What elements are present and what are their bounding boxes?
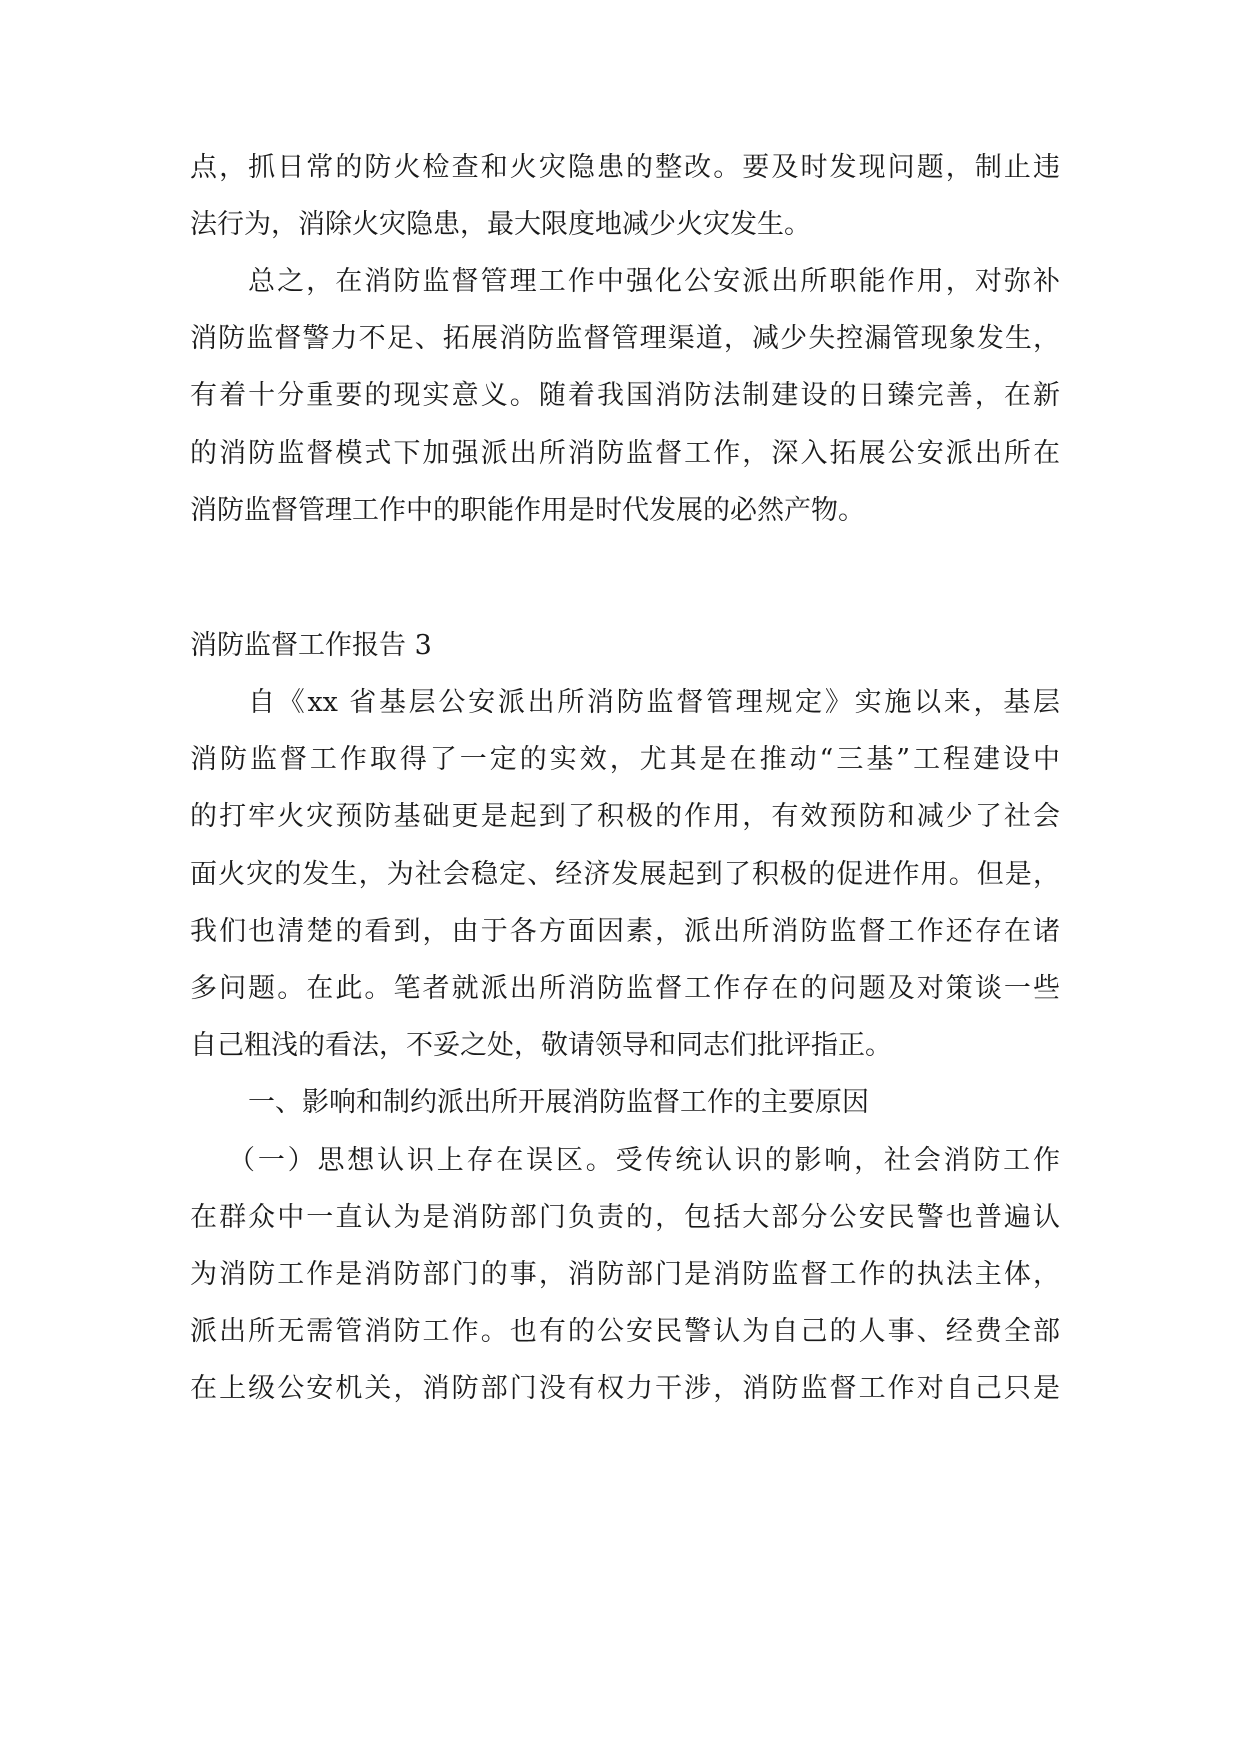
paragraph-line: 的打牢火灾预防基础更是起到了积极的作用，有效预防和减少了社会 (190, 801, 1060, 832)
paragraph-line: 为消防工作是消防部门的事，消防部门是消防监督工作的执法主体， (190, 1259, 1060, 1290)
paragraph-line: 有着十分重要的现实意义。随着我国消防法制建设的日臻完善，在新 (190, 380, 1060, 411)
paragraph-line: 自《xx 省基层公安派出所消防监督管理规定》实施以来，基层 (248, 687, 1060, 718)
paragraph-line: 消防监督工作取得了一定的实效，尤其是在推动“三基”工程建设中 (190, 744, 1060, 775)
section-heading: 消防监督工作报告 3 (190, 630, 432, 661)
paragraph-line: 多问题。在此。笔者就派出所消防监督工作存在的问题及对策谈一些 (190, 973, 1060, 1004)
paragraph-line: （一）思想认识上存在误区。受传统认识的影响，社会消防工作 (228, 1145, 1060, 1176)
paragraph-line: 面火灾的发生，为社会稳定、经济发展起到了积极的促进作用。但是， (190, 859, 1060, 890)
subsection-heading: 一、影响和制约派出所开展消防监督工作的主要原因 (248, 1087, 869, 1118)
paragraph-line: 的消防监督模式下加强派出所消防监督工作，深入拓展公安派出所在 (190, 438, 1060, 469)
paragraph-line: 我们也清楚的看到，由于各方面因素，派出所消防监督工作还存在诸 (190, 916, 1060, 947)
paragraph-line: 在群众中一直认为是消防部门负责的，包括大部分公安民警也普遍认 (190, 1202, 1060, 1233)
paragraph-line: 消防监督管理工作中的职能作用是时代发展的必然产物。 (190, 495, 865, 526)
paragraph-line: 法行为，消除火灾隐患，最大限度地减少火灾发生。 (190, 209, 811, 240)
paragraph-line: 点，抓日常的防火检查和火灾隐患的整改。要及时发现问题，制止违 (190, 152, 1060, 183)
paragraph-line: 自己粗浅的看法，不妥之处，敬请领导和同志们批评指正。 (190, 1030, 892, 1061)
paragraph-line: 总之，在消防监督管理工作中强化公安派出所职能作用，对弥补 (248, 266, 1060, 297)
paragraph-line: 消防监督警力不足、拓展消防监督管理渠道，减少失控漏管现象发生， (190, 323, 1060, 354)
paragraph-line: 在上级公安机关，消防部门没有权力干涉，消防监督工作对自己只是 (190, 1373, 1060, 1404)
paragraph-line: 派出所无需管消防工作。也有的公安民警认为自己的人事、经费全部 (190, 1316, 1060, 1347)
